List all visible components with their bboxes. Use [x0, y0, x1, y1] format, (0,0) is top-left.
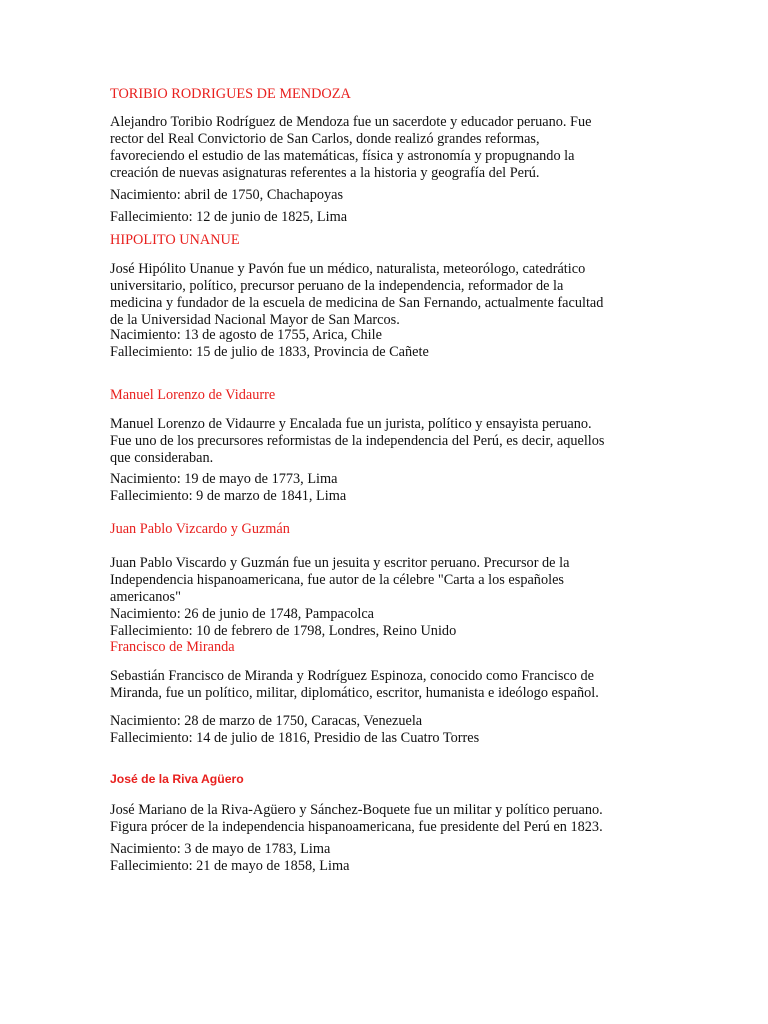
section-bio-mendoza: [110, 114, 650, 182]
bio-line: José Hipólito Unanue y Pavón fue un médico, naturalista, meteorólogo, catedrático: [110, 261, 586, 277]
death-vidaurre: Fallecimiento: 9 de marzo de 1841, Lima: [110, 488, 347, 504]
birth-mendoza: Nacimiento: abril de 1750, Chachapoyas: [110, 187, 344, 203]
section-bio-unanue: [110, 261, 650, 329]
section-title-miranda: Francisco de Miranda: [110, 639, 235, 655]
section-title-vidaurre: Manuel Lorenzo de Vidaurre: [110, 387, 276, 403]
bio-line: favoreciendo el estudio de las matemáticas, física y astronomía y propugnando la: [110, 148, 575, 164]
bio-line: Independencia hispanoamericana, fue autor de la célebre "Carta a los españoles: [110, 572, 564, 588]
death-miranda: Fallecimiento: 14 de julio de 1816, Presidio de las Cuatro Torres: [110, 730, 480, 746]
death-mendoza: Fallecimiento: 12 de junio de 1825, Lima: [110, 209, 348, 225]
bio-line: Miranda, fue un político, militar, diplomático, escritor, humanista e ideólogo español.: [110, 685, 599, 701]
birth-miranda: Nacimiento: 28 de marzo de 1750, Caracas, Venezuela: [110, 713, 423, 729]
bio-line: Manuel Lorenzo de Vidaurre y Encalada fue un jurista, político y ensayista peruano.: [110, 416, 592, 432]
bio-line: Alejandro Toribio Rodríguez de Mendoza fue un sacerdote y educador peruano. Fue: [110, 114, 592, 130]
section-bio-vizcardo: [110, 555, 650, 606]
bio-line: Juan Pablo Viscardo y Guzmán fue un jesuita y escritor peruano. Precursor de la: [110, 555, 570, 571]
bio-line: Fue uno de los precursores reformistas de la independencia del Perú, es decir, aquellos: [110, 433, 605, 449]
section-title-unanue: HIPOLITO UNANUE: [110, 232, 240, 248]
section-bio-miranda: [110, 668, 650, 702]
section-title-vizcardo: Juan Pablo Vizcardo y Guzmán: [110, 521, 290, 537]
bio-line: rector del Real Convictorio de San Carlos, donde realizó grandes reformas,: [110, 131, 540, 147]
bio-line: José Mariano de la Riva-Agüero y Sánchez-Boquete fue un militar y político peruano.: [110, 802, 603, 818]
birth-riva-aguero: Nacimiento: 3 de mayo de 1783, Lima: [110, 841, 331, 857]
bio-line: medicina y fundador de la escuela de medicina de San Fernando, actualmente facultad: [110, 295, 604, 311]
section-bio-riva-aguero: [110, 802, 650, 836]
birth-vidaurre: Nacimiento: 19 de mayo de 1773, Lima: [110, 471, 338, 487]
death-vizcardo: Fallecimiento: 10 de febrero de 1798, Londres, Reino Unido: [110, 623, 457, 639]
bio-line: Figura prócer de la independencia hispanoamericana, fue presidente del Perú en 1823.: [110, 819, 603, 835]
death-riva-aguero: Fallecimiento: 21 de mayo de 1858, Lima: [110, 858, 350, 874]
bio-line: de la Universidad Nacional Mayor de San Marcos.: [110, 312, 400, 328]
bio-line: creación de nuevas asignaturas referentes a la historia y geografía del Perú.: [110, 165, 540, 181]
bio-line: universitario, político, precursor peruano de la independencia, reformador de la: [110, 278, 564, 294]
birth-vizcardo: Nacimiento: 26 de junio de 1748, Pampacolca: [110, 606, 375, 622]
section-title-mendoza: TORIBIO RODRIGUES DE MENDOZA: [110, 86, 351, 102]
bio-line: que consideraban.: [110, 450, 214, 466]
section-title-riva-aguero: José de la Riva Agüero: [110, 772, 244, 786]
bio-line: americanos": [110, 589, 181, 605]
death-unanue: Fallecimiento: 15 de julio de 1833, Provincia de Cañete: [110, 344, 429, 360]
birth-unanue: Nacimiento: 13 de agosto de 1755, Arica, Chile: [110, 327, 382, 343]
bio-line: Sebastián Francisco de Miranda y Rodríguez Espinoza, conocido como Francisco de: [110, 668, 594, 684]
section-bio-vidaurre: [110, 416, 650, 467]
